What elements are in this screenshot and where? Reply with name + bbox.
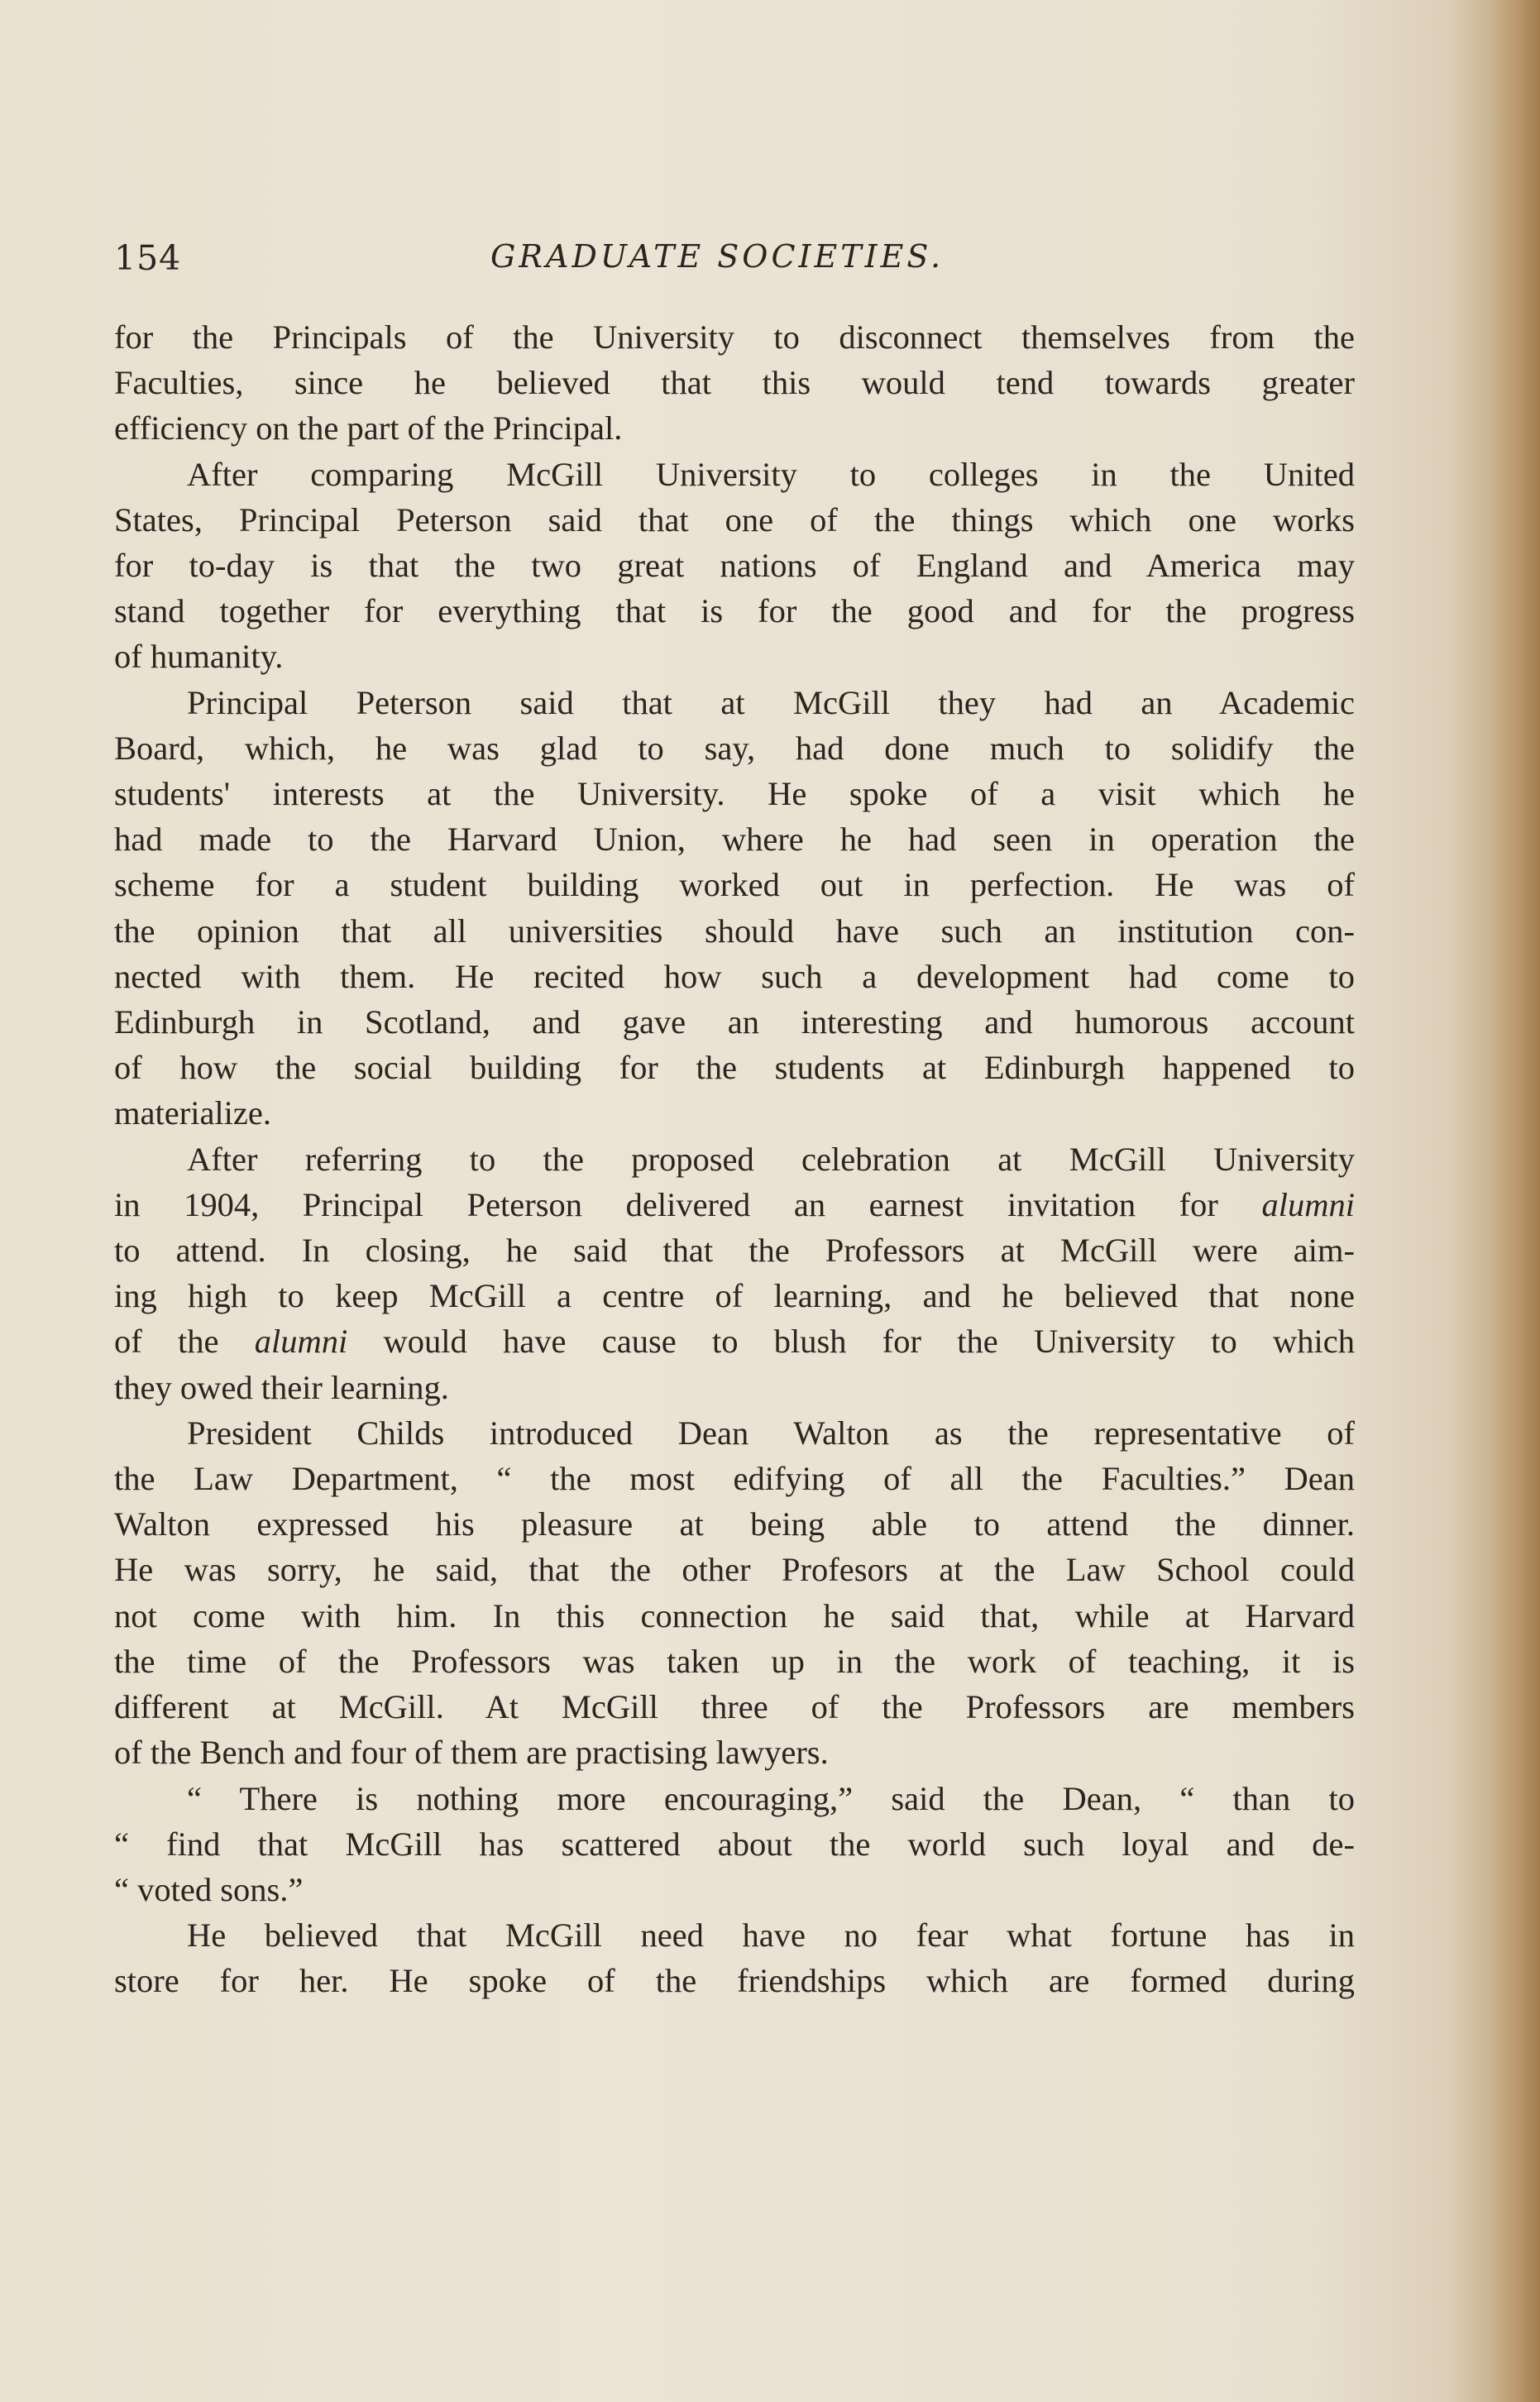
text-line: of how the social building for the students at Edinburgh happened to (114, 1049, 1355, 1087)
text-line: the time of the Professors was taken up in the work of teaching, it is (114, 1642, 1355, 1680)
text-line: Walton expressed his pleasure at being able to attend the dinner. (114, 1505, 1355, 1543)
text-line: for the Principals of the University to disconnect themselves from the (114, 318, 1355, 356)
text-line: “ There is nothing more encouraging,” said the Dean, “ than to (187, 1779, 1355, 1817)
page-number: 154 (114, 238, 182, 278)
text-line: States, Principal Peterson said that one of the things which one works (114, 500, 1355, 538)
text-line: in 1904, Principal Peterson delivered an earnest invitation for alumni (114, 1185, 1355, 1223)
text-line: ing high to keep McGill a centre of learning, and he believed that none (114, 1277, 1355, 1315)
text-line: for to-day is that the two great nations of England and America may (114, 547, 1355, 585)
text-line: different at McGill. At McGill three of the Professors are members (114, 1688, 1355, 1726)
text-line: they owed their learning. (114, 1368, 449, 1406)
text-line: not come with him. In this connection he said that, while at Harvard (114, 1596, 1355, 1634)
text-line: nected with them. He recited how such a development had come to (114, 957, 1355, 995)
text-line: stand together for everything that is for the good and for the progress (114, 592, 1355, 630)
text-line: President Childs introduced Dean Walton as the representative of (187, 1414, 1355, 1452)
text-line: He believed that McGill need have no fear what fortune has in (187, 1916, 1355, 1955)
text-line: Edinburgh in Scotland, and gave an interesting and humorous account (114, 1003, 1355, 1041)
text-line: the Law Department, “ the most edifying of all the Faculties.” Dean (114, 1460, 1355, 1498)
text-line: Board, which, he was glad to say, had done much to solidify the (114, 729, 1355, 767)
text-line: of the alumni would have cause to blush for the University to which (114, 1323, 1355, 1361)
running-head: GRADUATE SOCIETIES. (490, 238, 945, 275)
text-line: had made to the Harvard Union, where he had seen in operation the (114, 821, 1355, 859)
text-line: the opinion that all universities should have such an institution con- (114, 912, 1355, 950)
text-line: After comparing McGill University to colleges in the United (187, 455, 1355, 493)
text-line: scheme for a student building worked out in perfection. He was of (114, 866, 1355, 904)
text-line: “ voted sons.” (114, 1870, 304, 1908)
text-line: efficiency on the part of the Principal. (114, 409, 623, 447)
text-line: Faculties, since he believed that this would tend towards greater (114, 364, 1355, 402)
text-line: to attend. In closing, he said that the Professors at McGill were aim- (114, 1232, 1355, 1270)
text-line: store for her. He spoke of the friendships which are formed during (114, 1962, 1355, 2000)
text-line: of the Bench and four of them are practising lawyers. (114, 1734, 829, 1772)
text-line: After referring to the proposed celebration at McGill University (187, 1140, 1355, 1178)
text-line: of humanity. (114, 638, 284, 676)
page-header (114, 238, 1355, 288)
text-line: Principal Peterson said that at McGill they had an Academic (187, 683, 1355, 721)
text-line: “ find that McGill has scattered about the world such loyal and de- (114, 1825, 1355, 1863)
page-edge-shadow (1490, 0, 1540, 2402)
body-text (114, 314, 1355, 2004)
text-line: students' interests at the University. He spoke of a visit which he (114, 775, 1355, 813)
text-line: He was sorry, he said, that the other Profesors at the Law School could (114, 1551, 1355, 1589)
text-line: materialize. (114, 1094, 272, 1132)
